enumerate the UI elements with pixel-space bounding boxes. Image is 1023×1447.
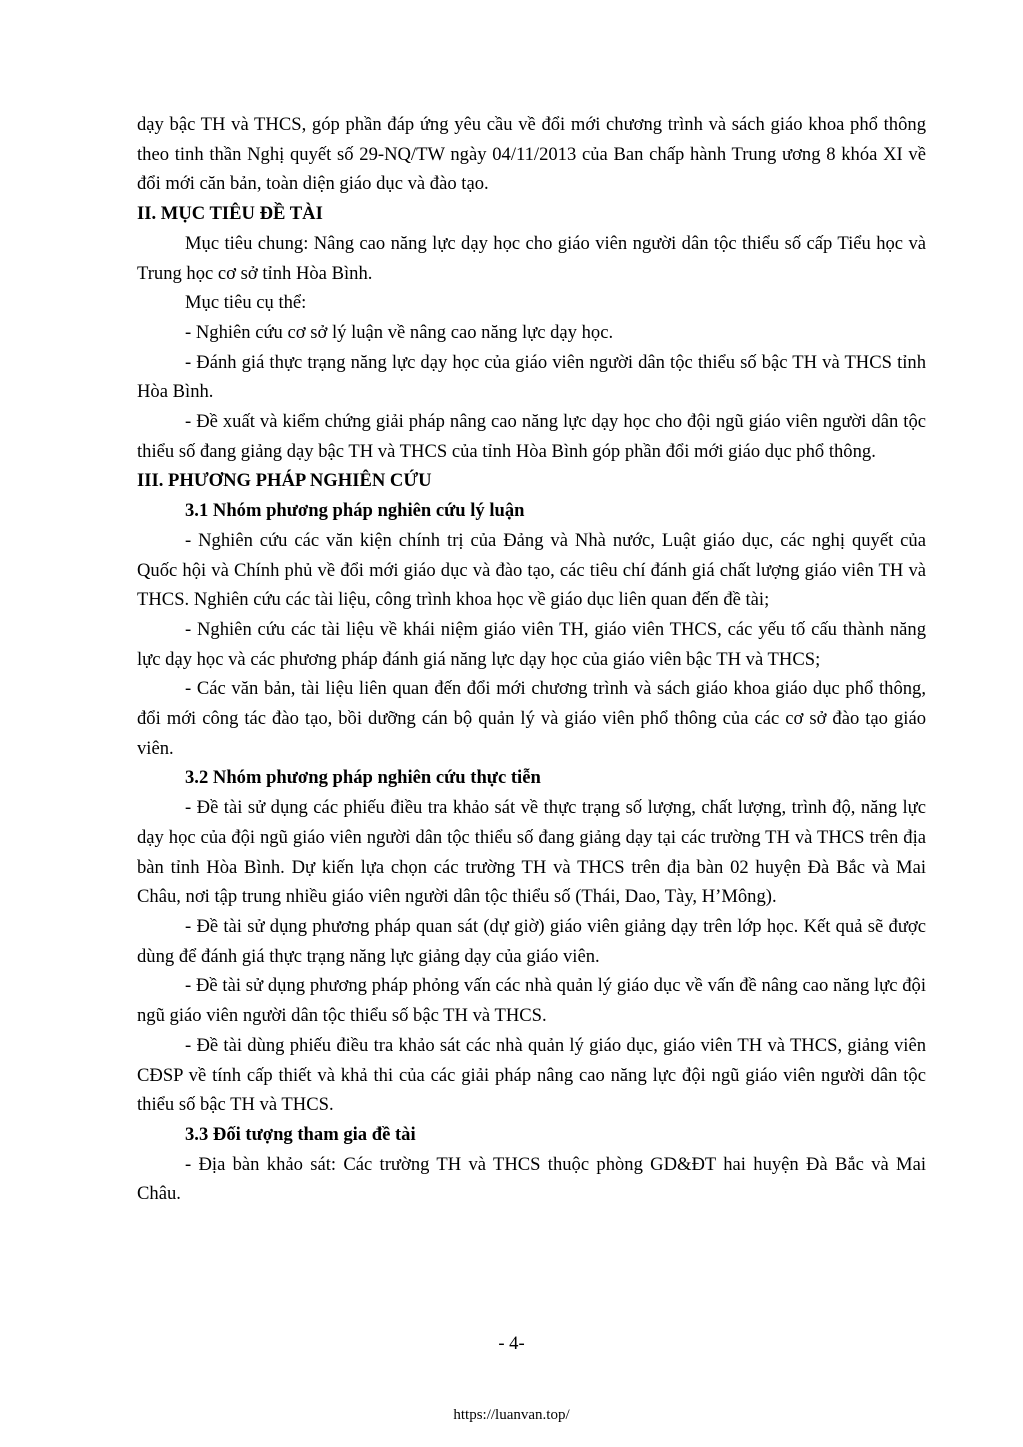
method-paragraph: - Đề tài sử dụng các phiếu điều tra khảo sát về thực trạng số lượng, chất lượng, trình độ, năng lực dạy học của đội ngũ giáo viên người dân tộc thiểu số đang giảng dạy tại các trường TH và THCS trên địa bàn tỉnh Hòa Bình. Dự kiến lựa chọn các trường TH và THCS trên địa bàn 02 huyện Đà Bắc và Mai Châu, nơi tập trung nhiều giáo viên người dân tộc thiểu số (Thái, Dao, Tày, H’Mông). xyxy=(137,797,926,908)
section-2-heading: II. MỤC TIÊU ĐỀ TÀI xyxy=(137,203,323,225)
page-number: - 4- xyxy=(498,1333,525,1354)
goal-item: - Đánh giá thực trạng năng lực dạy học của giáo viên người dân tộc thiểu số bậc TH và THCS tỉnh Hòa Bình. xyxy=(137,351,926,403)
subsection-3-3-heading: 3.3 Đối tượng tham gia đề tài xyxy=(185,1123,416,1145)
participant-paragraph: - Địa bàn khảo sát: Các trường TH và THCS thuộc phòng GD&ĐT hai huyện Đà Bắc và Mai Châu. xyxy=(137,1153,926,1205)
general-goal-paragraph: Mục tiêu chung: Nâng cao năng lực dạy học cho giáo viên người dân tộc thiểu số cấp Tiểu học và Trung học cơ sở tỉnh Hòa Bình. xyxy=(137,232,926,284)
method-paragraph: - Đề tài dùng phiếu điều tra khảo sát các nhà quản lý giáo dục, giáo viên TH và THCS, giảng viên CĐSP về tính cấp thiết và khả thi của các giải pháp nâng cao năng lực đội ngũ giáo viên người dân tộc thiểu số bậc TH và THCS. xyxy=(137,1034,926,1116)
intro-paragraph: dạy bậc TH và THCS, góp phần đáp ứng yêu cầu về đổi mới chương trình và sách giáo khoa phổ thông theo tinh thần Nghị quyết số 29-NQ/TW ngày 04/11/2013 của Ban chấp hành Trung ương 8 khóa XI về đổi mới căn bản, toàn diện giáo dục và đào tạo. xyxy=(137,114,926,195)
method-paragraph: - Nghiên cứu các văn kiện chính trị của Đảng và Nhà nước, Luật giáo dục, các nghị quyết của Quốc hội và Chính phủ về đổi mới giáo dục và đào tạo, các tiêu chí đánh giá chất lượng giáo viên TH và THCS. Nghiên cứu các tài liệu, công trình khoa học về giáo dục liên quan đến đề tài; xyxy=(137,529,926,611)
section-3-heading: III. PHƯƠNG PHÁP NGHIÊN CỨU xyxy=(137,470,432,492)
method-paragraph: - Nghiên cứu các tài liệu về khái niệm giáo viên TH, giáo viên THCS, các yếu tố cấu thành năng lực dạy học và các phương pháp đánh giá năng lực dạy học của giáo viên bậc TH và THCS; xyxy=(137,618,926,670)
method-paragraph: - Đề tài sử dụng phương pháp phỏng vấn các nhà quản lý giáo dục về vấn đề nâng cao năng lực đội ngũ giáo viên người dân tộc thiểu số bậc TH và THCS. xyxy=(137,975,926,1027)
goal-item: - Đề xuất và kiểm chứng giải pháp nâng cao năng lực dạy học cho đội ngũ giáo viên người dân tộc thiểu số đang giảng dạy bậc TH và THCS của tỉnh Hòa Bình góp phần đổi mới giáo dục phổ thông. xyxy=(137,411,926,462)
specific-goal-label: Mục tiêu cụ thể: xyxy=(185,292,307,314)
subsection-3-1-heading: 3.1 Nhóm phương pháp nghiên cứu lý luận xyxy=(185,500,525,522)
method-paragraph: - Các văn bản, tài liệu liên quan đến đổi mới chương trình và sách giáo khoa giáo dục phổ thông, đổi mới công tác đào tạo, bồi dưỡng cán bộ quản lý và giáo viên phổ thông của các cơ sở đào tạo giáo viên. xyxy=(137,678,926,759)
footer-url[interactable]: https://luanvan.top/ xyxy=(453,1407,570,1423)
document-body xyxy=(137,110,926,1209)
goal-item: - Nghiên cứu cơ sở lý luận về nâng cao năng lực dạy học. xyxy=(185,321,614,343)
subsection-3-2-heading: 3.2 Nhóm phương pháp nghiên cứu thực tiễn xyxy=(185,767,541,789)
method-paragraph: - Đề tài sử dụng phương pháp quan sát (dự giờ) giáo viên giảng dạy trên lớp học. Kết quả sẽ được dùng để đánh giá thực trạng năng lực giảng dạy của giáo viên. xyxy=(137,915,926,967)
